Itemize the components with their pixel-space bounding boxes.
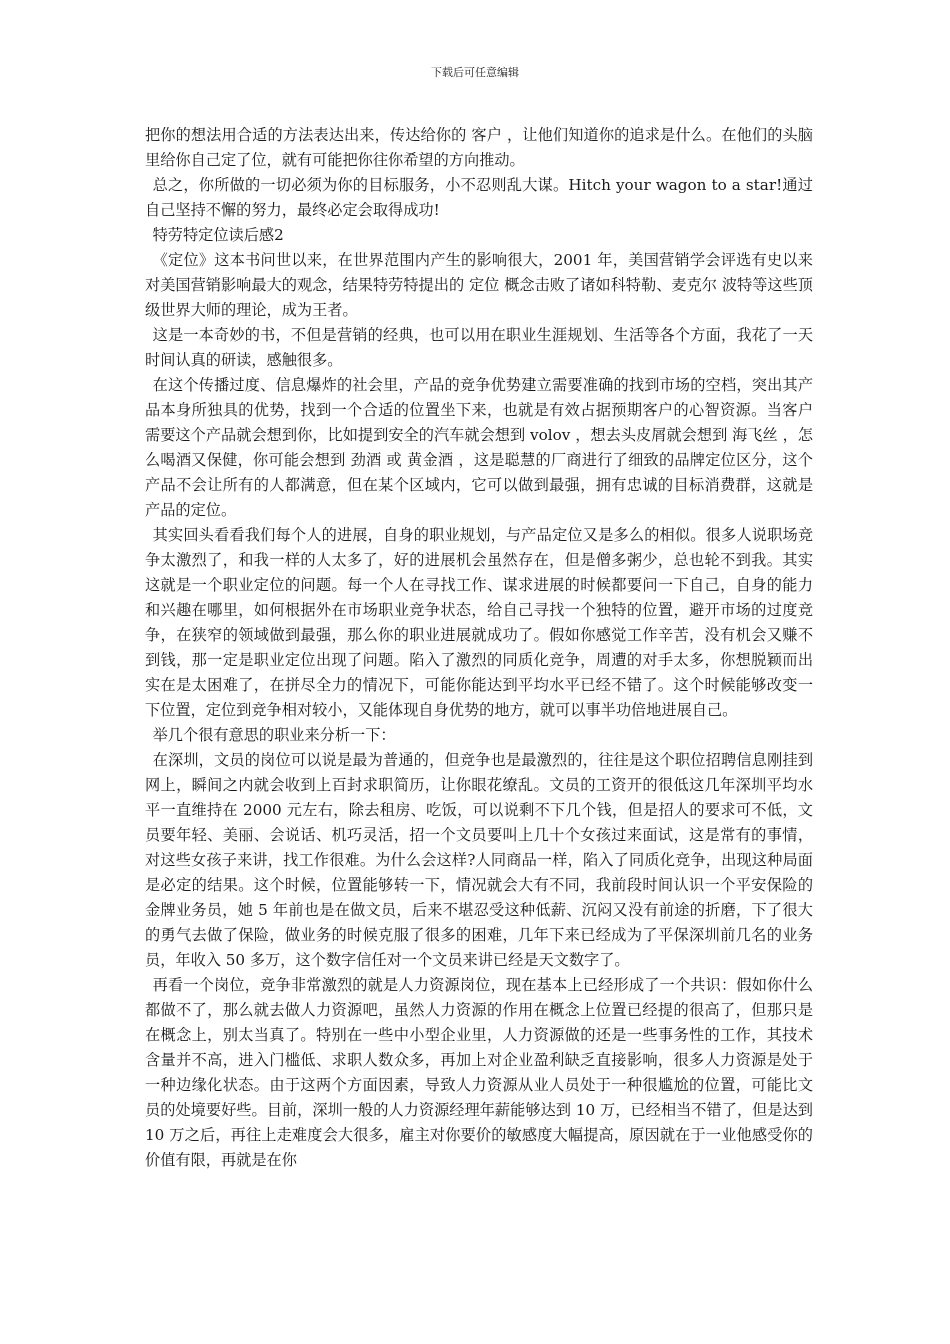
page-header: 下载后可任意编辑: [431, 66, 519, 79]
paragraph: 其实回头看看我们每个人的进展，自身的职业规划，与产品定位又是多么的相似。很多人说职场竞争太激烈了，和我一样的人太多了，好的进展机会虽然存在，但是僧多粥少，总也轮不到我。其实这就是一个职业定位的问题。每一个人在寻找工作、谋求进展的时候都要问一下自己，自身的能力和兴趣在哪里，如何根据外在市场职业竞争状态，给自己寻找一个独特的位置，避开市场的过度竞争，在狭窄的领域做到最强，那么你的职业进展就成功了。假如你感觉工作辛苦，没有机会又赚不到钱，那一定是职业定位出现了问题。陷入了激烈的同质化竞争，周遭的对手太多，你想脱颖而出实在是太困难了，在拼尽全力的情况下，可能你能达到平均水平已经不错了。这个时候能够改变一下位置，定位到竞争相对较小，又能体现自身优势的地方，就可以事半功倍地进展自己。: [145, 526, 813, 719]
paragraph: 再看一个岗位，竞争非常激烈的就是人力资源岗位，现在基本上已经形成了一个共识：假如你什么都做不了，那么就去做人力资源吧，虽然人力资源的作用在概念上位置已经提的很高了，但那只是在概念上，别太当真了。特别在一些中小型企业里，人力资源做的还是一些事务性的工作，其技术含量并不高，进入门槛低、求职人数众多，再加上对企业盈利缺乏直接影响，很多人力资源是处于一种边缘化状态。由于这两个方面因素，导致人力资源从业人员处于一种很尴尬的位置，可能比文员的处境要好些。目前，深圳一般的人力资源经理年薪能够达到 10 万，已经相当不错了，但是达到 10 万之后，再往上走难度会大很多，雇主对你要价的敏感度大幅提高，原因就在于一业他感受你的价值有限，再就是在你: [145, 976, 813, 1169]
paragraph: 《定位》这本书问世以来，在世界范围内产生的影响很大，2001 年，美国营销学会评选有史以来对美国营销影响最大的观念，结果特劳特提出的 定位 概念击败了诸如科特勒、麦克尔 波特等这些顶级世界大师的理论，成为王者。: [145, 251, 813, 319]
paragraph: 在这个传播过度、信息爆炸的社会里，产品的竞争优势建立需要准确的找到市场的空档，突出其产品本身所独具的优势，找到一个合适的位置坐下来，也就是有效占据预期客户的心智资源。当客户需要这个产品就会想到你，比如提到安全的汽车就会想到 volov ，想去头皮屑就会想到 海飞丝 ，怎么喝酒又保健，你可能会想到 劲酒 或 黄金酒 ，这是聪慧的厂商进行了细致的品牌定位区分，这个产品不会让所有的人都满意，但在某个区域内，它可以做到最强，拥有忠诚的目标消费群，这就是产品的定位。: [145, 376, 813, 519]
paragraph: 总之，你所做的一切必须为你的目标服务，小不忍则乱大谋。Hitch your wagon to a star!通过自己坚持不懈的努力，最终必定会取得成功!: [145, 176, 813, 219]
paragraph: 举几个很有意思的职业来分析一下：: [152, 726, 396, 744]
section-heading: 特劳特定位读后感2: [152, 226, 284, 244]
document-body: [145, 123, 813, 1173]
paragraph: 这是一本奇妙的书，不但是营销的经典，也可以用在职业生涯规划、生活等各个方面，我花了一天时间认真的研读，感触很多。: [145, 326, 813, 369]
paragraph: 在深圳，文员的岗位可以说是最为普通的，但竞争也是最激烈的，往往是这个职位招聘信息刚挂到网上，瞬间之内就会收到上百封求职简历，让你眼花缭乱。文员的工资开的很低这几年深圳平均水平一直维持在 2000 元左右，除去租房、吃饭，可以说剩不下几个钱，但是招人的要求可不低，文员要年轻、美丽、会说话、机巧灵活，招一个文员要叫上几十个女孩过来面试，这是常有的事情，对这些女孩子来讲，找工作很难。为什么会这样?人同商品一样，陷入了同质化竞争，出现这种局面是必定的结果。这个时候，位置能够转一下，情况就会大有不同，我前段时间认识一个平安保险的金牌业务员，她 5 年前也是在做文员，后来不堪忍受这种低薪、沉闷又没有前途的折磨，下了很大的勇气去做了保险，做业务的时候克服了很多的困难，几年下来已经成为了平保深圳前几名的业务员，年收入 50 多万，这个数字信任对一个文员来讲已经是天文数字了。: [145, 751, 813, 969]
paragraph: 把你的想法用合适的方法表达出来，传达给你的 客户 ，让他们知道你的追求是什么。在他们的头脑里给你自己定了位，就有可能把你往你希望的方向推动。: [145, 126, 813, 169]
